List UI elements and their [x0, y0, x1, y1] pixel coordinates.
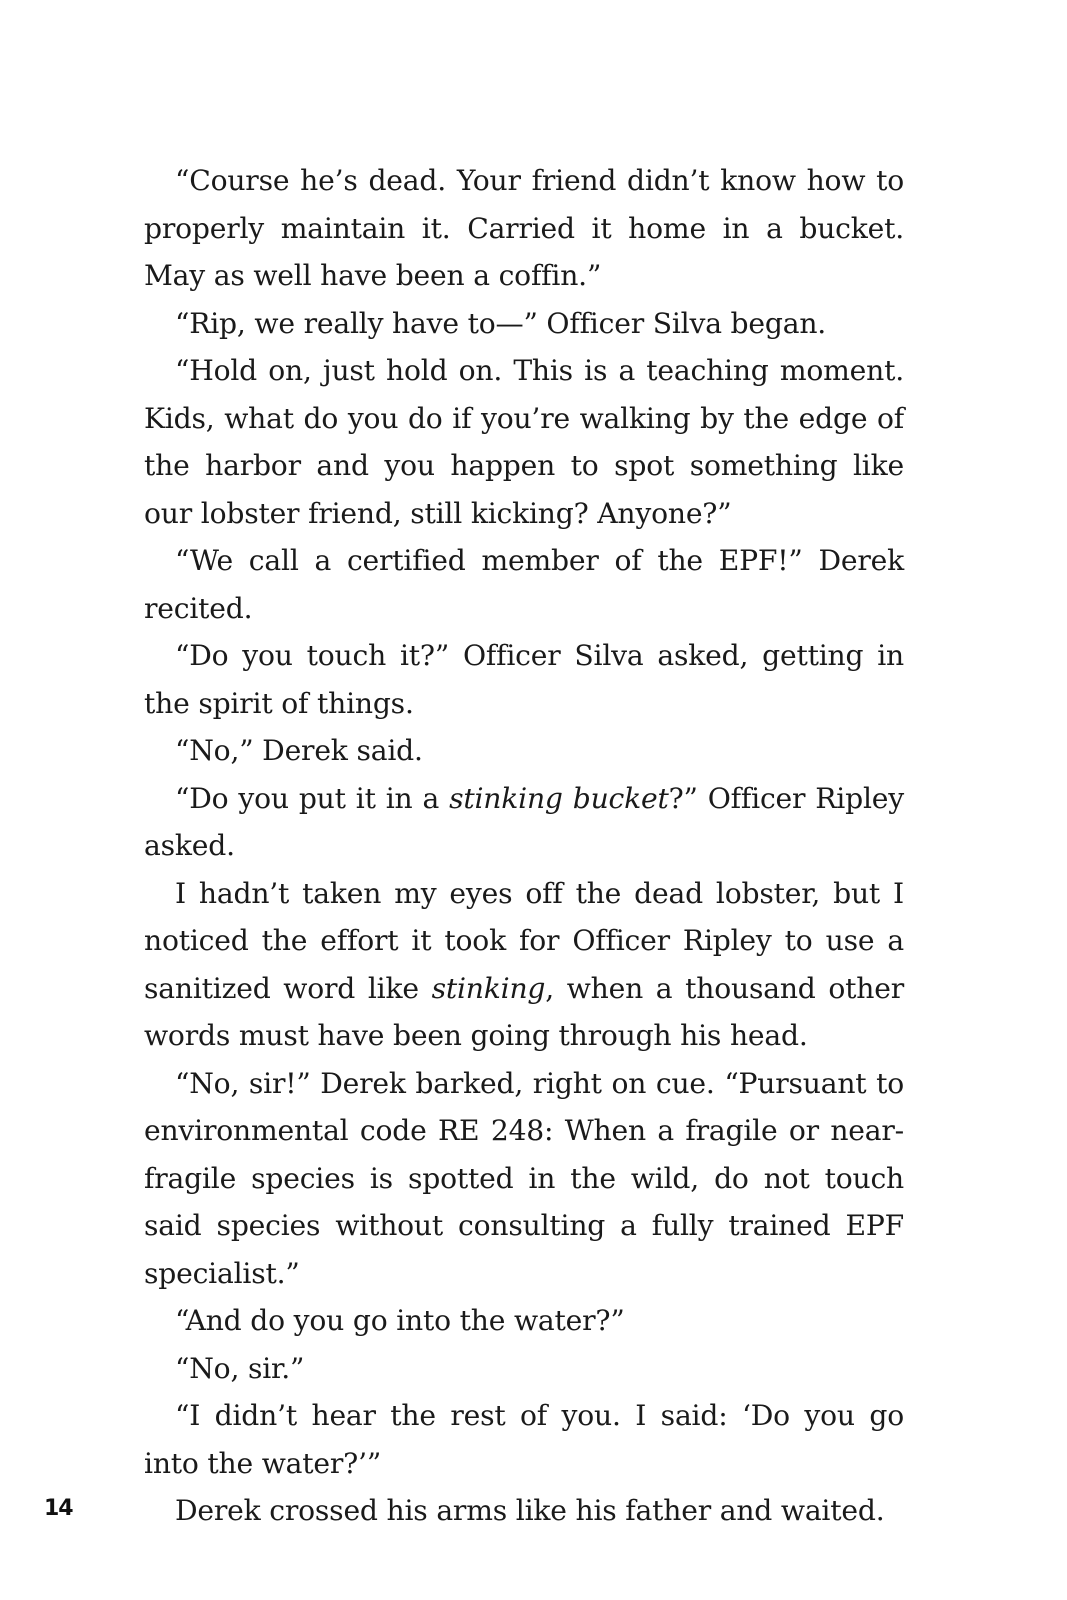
paragraph-9: “No, sir!” Derek barked, right on cue. “Pursuant to environmental code RE 248: When a fragile or near-fragile species is spotted in the wild, do not touch said species without consulting a fully trained EPF specialist.” [144, 1066, 904, 1290]
paragraph-7: “Do you put it in a stinking bucket?” Officer Ripley asked. [144, 781, 904, 862]
paragraph-6: “No,” Derek said. [175, 734, 423, 767]
page-number: 14 [44, 1496, 73, 1521]
paragraph-8: I hadn’t taken my eyes off the dead lobster, but I noticed the effort it took for Officer Ripley to use a sanitized word like stinking, when a thousand other words must have been going through his head. [144, 876, 904, 1052]
paragraph-5: “Do you touch it?” Officer Silva asked, getting in the spirit of things. [144, 639, 904, 720]
paragraph-11: “No, sir.” [175, 1351, 305, 1385]
paragraph-13: Derek crossed his arms like his father and waited. [175, 1494, 885, 1527]
italic-word: stinking [431, 971, 546, 1005]
italic-phrase: stinking bucket [449, 781, 669, 815]
paragraph-10: “And do you go into the water?” [175, 1304, 625, 1337]
paragraph-4: “We call a certified member of the EPF!” Derek recited. [144, 544, 904, 625]
paragraph-3: “Hold on, just hold on. This is a teaching moment. Kids, what do you do if you’re walking by the edge of the harbor and you happen to spot something like our lobster friend, still kicking? Anyone?” [144, 354, 904, 530]
paragraph-12: “I didn’t hear the rest of you. I said: ‘Do you go into the water?’” [144, 1399, 904, 1480]
body-text [144, 157, 904, 1535]
paragraph-1: “Course he’s dead. Your friend didn’t know how to properly maintain it. Carried it home in a bucket. May as well have been a coffin.” [144, 164, 904, 292]
paragraph-2: “Rip, we really have to—” Officer Silva began. [175, 306, 827, 340]
